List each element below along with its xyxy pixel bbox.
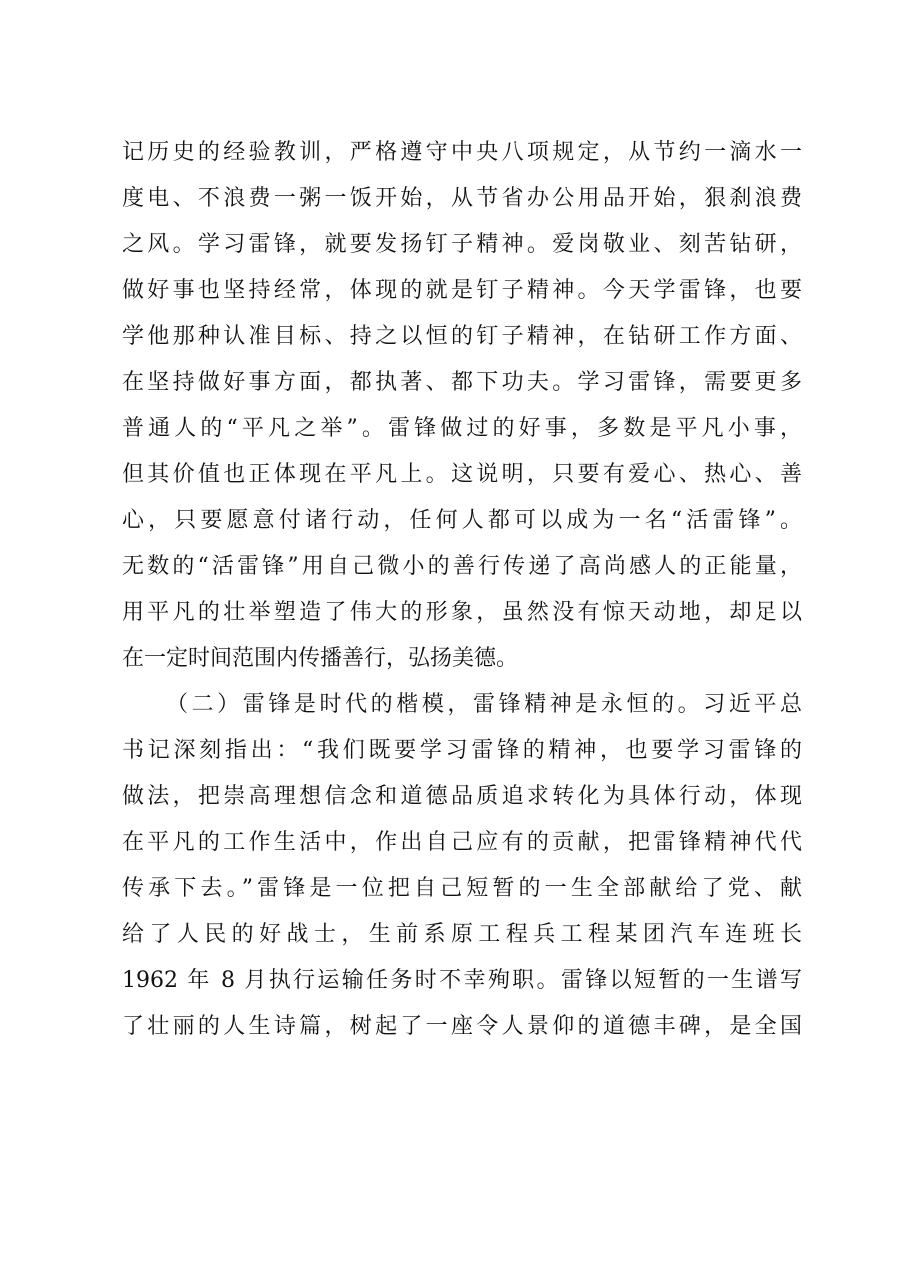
text-line-4: 做好事也坚持经常，体现的就是钉子精神。今天学雷锋，也要 bbox=[122, 278, 802, 303]
text-line-14: 书记深刻指出：“我们既要学习雷锋的精神，也要学习雷锋的 bbox=[122, 738, 802, 763]
text-line-1: 记历史的经验教训，严格遵守中央八项规定，从节约一滴水一 bbox=[122, 140, 802, 165]
text-line-8: 但其价值也正体现在平凡上。这说明，只要有爱心、热心、善 bbox=[122, 462, 802, 487]
text-line-17: 传承下去。”雷锋是一位把自己短暂的一生全部献给了党、献 bbox=[122, 876, 802, 901]
text-line-9: 心，只要愿意付诸行动，任何人都可以成为一名“活雷锋”。 bbox=[122, 508, 802, 533]
text-line-15: 做法，把崇高理想信念和道德品质追求转化为具体行动，体现 bbox=[122, 784, 802, 809]
text-line-7: 普通人的“平凡之举”。雷锋做过的好事，多数是平凡小事， bbox=[122, 416, 802, 441]
text-line-11: 用平凡的壮举塑造了伟大的形象，虽然没有惊天动地，却足以 bbox=[122, 600, 802, 625]
text-line-2: 度电、不浪费一粥一饭开始，从节省办公用品开始，狠刹浪费 bbox=[122, 186, 802, 211]
text-line-18: 给了人民的好战士，生前系原工程兵工程某团汽车连班长 bbox=[122, 922, 802, 947]
text-line-20: 了壮丽的人生诗篇，树起了一座令人景仰的道德丰碑，是全国 bbox=[122, 1014, 802, 1039]
text-line-6: 在坚持做好事方面，都执著、都下功夫。学习雷锋，需要更多 bbox=[122, 370, 802, 395]
text-line-10: 无数的“活雷锋”用自己微小的善行传递了高尚感人的正能量， bbox=[122, 554, 802, 579]
text-line-16: 在平凡的工作生活中，作出自己应有的贡献，把雷锋精神代代 bbox=[122, 830, 802, 855]
text-line-12: 在一定时间范围内传播善行，弘扬美德。 bbox=[122, 646, 519, 671]
text-line-19: 1962 年 8 月执行运输任务时不幸殉职。雷锋以短暂的一生谱写 bbox=[122, 968, 802, 993]
text-line-5: 学他那种认准目标、持之以恒的钉子精神，在钻研工作方面、 bbox=[122, 324, 802, 349]
text-line-3: 之风。学习雷锋，就要发扬钉子精神。爱岗敬业、刻苦钻研， bbox=[122, 232, 802, 257]
section-heading-line: （二）雷锋是时代的楷模，雷锋精神是永恒的。习近平总 bbox=[166, 692, 802, 717]
